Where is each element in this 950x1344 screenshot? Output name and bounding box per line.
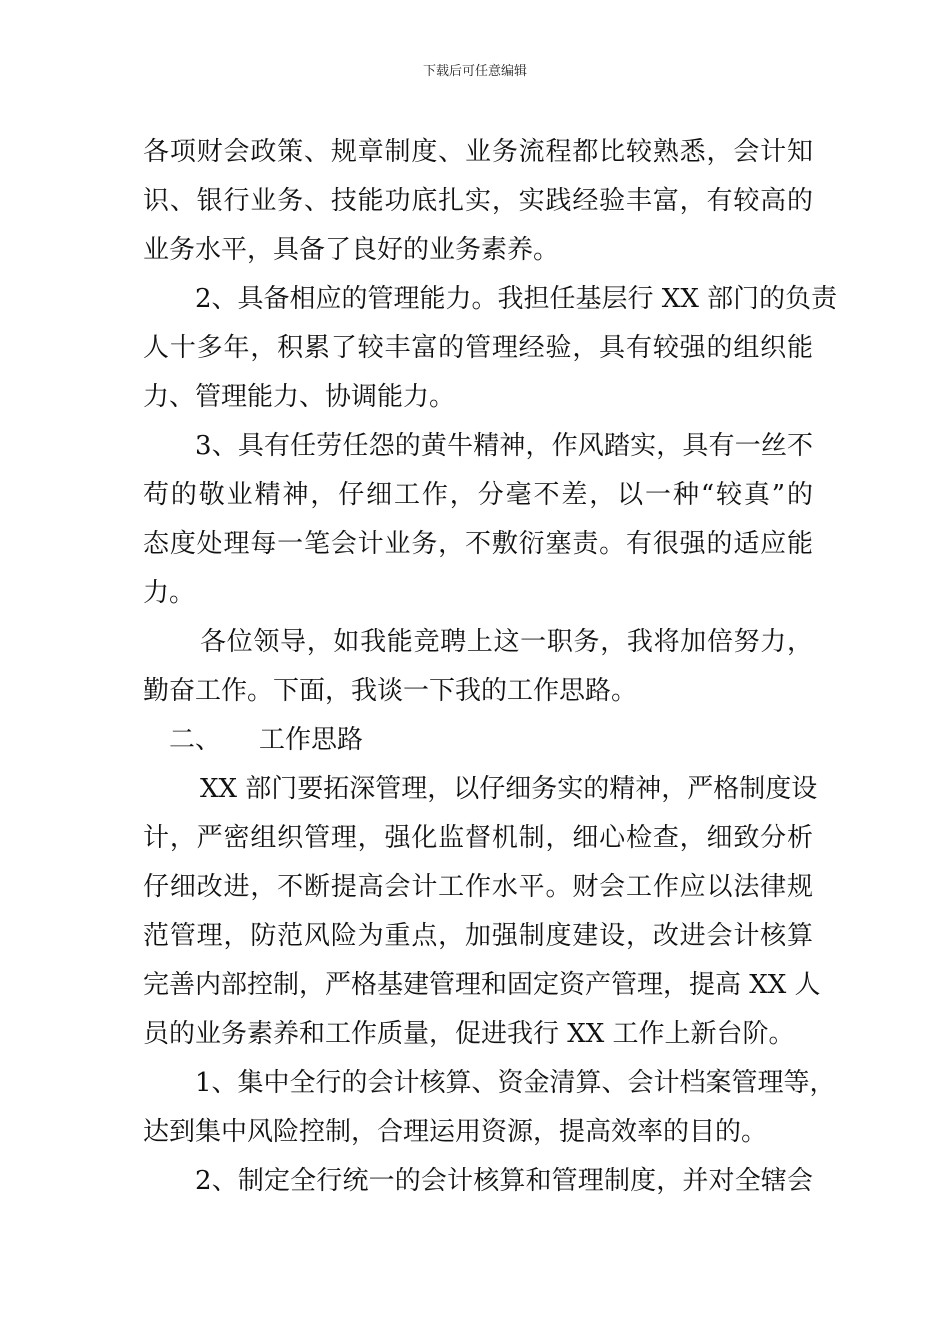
paragraph-line: 态度处理每一笔会计业务，不敷衍塞责。有很强的适应能 xyxy=(143,529,813,559)
section-heading-number: 二、 xyxy=(169,725,222,755)
paragraph-line: 仔细改进，不断提高会计工作水平。财会工作应以法律规 xyxy=(143,872,813,902)
paragraph-line: 3、具有任劳任怨的黄牛精神，作风踏实，具有一丝不 xyxy=(195,431,813,461)
paragraph-line: 范管理，防范风险为重点，加强制度建设，改进会计核算 xyxy=(143,921,813,951)
paragraph-line: 2、制定全行统一的会计核算和管理制度，并对全辖会 xyxy=(195,1166,813,1196)
paragraph-line: 2、具备相应的管理能力。我担任基层行 XX 部门的负责 xyxy=(195,284,838,314)
paragraph-line: 勤奋工作。下面，我谈一下我的工作思路。 xyxy=(143,676,638,706)
paragraph-line: 各项财会政策、规章制度、业务流程都比较熟悉，会计知 xyxy=(143,137,813,167)
paragraph-line: 计，严密组织管理，强化监督机制，细心检查，细致分析 xyxy=(143,823,813,853)
paragraph-line: 苟的敬业精神，仔细工作，分毫不差，以一种“较真”的 xyxy=(143,480,813,510)
paragraph-line: 完善内部控制，严格基建管理和固定资产管理，提高 XX 人 xyxy=(143,970,821,1000)
paragraph-line: 识、银行业务、技能功底扎实，实践经验丰富，有较高的 xyxy=(143,186,813,216)
paragraph-line: XX 部门要拓深管理，以仔细务实的精神，严格制度设 xyxy=(200,774,818,804)
paragraph-line: 力、管理能力、协调能力。 xyxy=(143,382,456,412)
paragraph-line: 各位领导，如我能竞聘上这一职务，我将加倍努力， xyxy=(200,627,813,657)
paragraph-line: 业务水平，具备了良好的业务素养。 xyxy=(143,235,560,265)
paragraph-line: 达到集中风险控制，合理运用资源，提高效率的目的。 xyxy=(143,1117,768,1147)
paragraph-line: 1、集中全行的会计核算、资金清算、会计档案管理等， xyxy=(195,1068,836,1098)
page-header-note: 下载后可任意编辑 xyxy=(422,64,527,79)
document-body xyxy=(143,128,838,1206)
paragraph-line: 人十多年，积累了较丰富的管理经验，具有较强的组织能 xyxy=(143,333,813,363)
paragraph-line: 力。 xyxy=(143,578,196,608)
paragraph-line: 员的业务素养和工作质量，促进我行 XX 工作上新台阶。 xyxy=(143,1019,795,1049)
section-heading xyxy=(143,716,813,765)
section-heading-title: 工作思路 xyxy=(259,725,364,755)
